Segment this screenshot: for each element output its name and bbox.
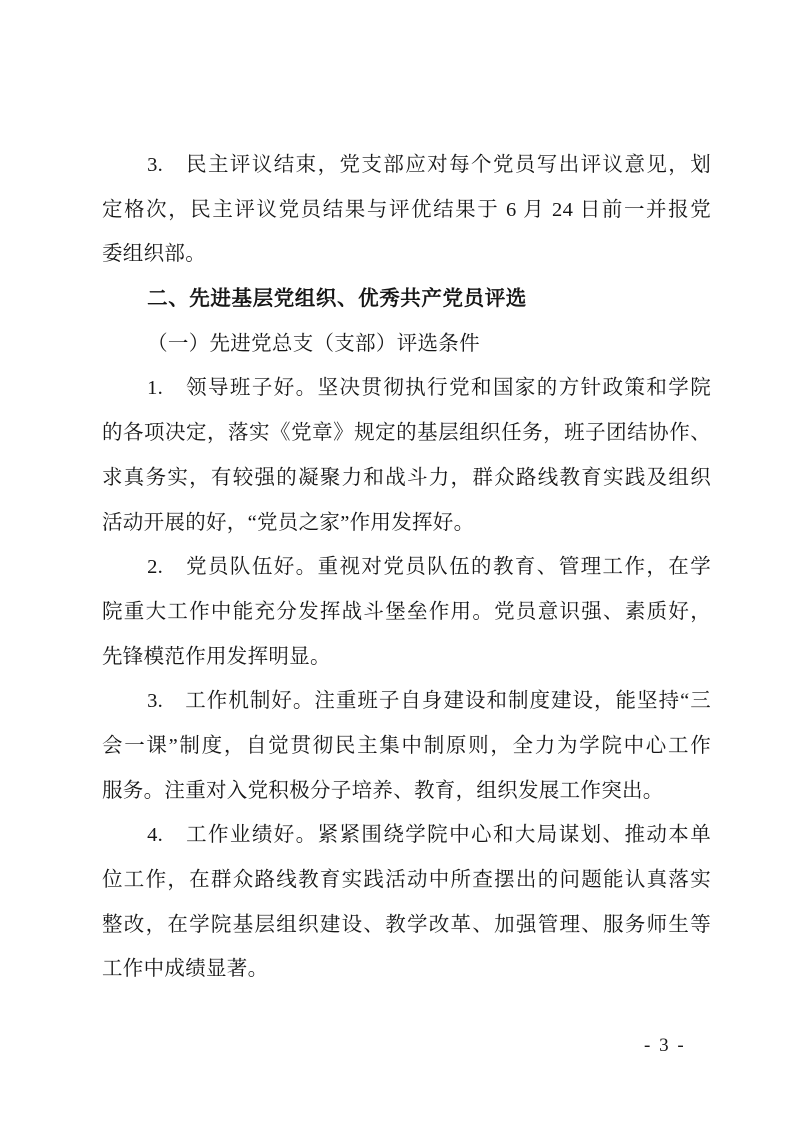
document-body (102, 143, 711, 992)
page-number: - 3 - (644, 1035, 686, 1056)
text-line: 求真务实，有较强的凝聚力和战斗力，群众路线教育实践及组织 (102, 466, 711, 489)
text-line: 院重大工作中能充分发挥战斗堡垒作用。党员意识强、素质好， (102, 600, 711, 623)
text-line: （一）先进党总支（支部）评选条件 (147, 332, 480, 355)
text-line: 1. 领导班子好。坚决贯彻执行党和国家的方针政策和学院 (147, 377, 711, 400)
text-line: 定格次，民主评议党员结果与评优结果于 6 月 24 日前一并报党 (102, 198, 711, 221)
text-line: 位工作，在群众路线教育实践活动中所查摆出的问题能认真落实 (102, 869, 711, 891)
text-line: 会一课”制度，自觉贯彻民主集中制原则，全力为学院中心工作 (102, 734, 711, 757)
text-line: 工作中成绩显著。 (102, 958, 269, 981)
text-line: 3. 工作机制好。注重班子自身建设和制度建设，能坚持“三 (147, 690, 711, 713)
text-line: 整改，在学院基层组织建设、教学改革、加强管理、服务师生等 (102, 913, 711, 936)
text-line: 先锋模范作用发挥明显。 (102, 645, 331, 668)
text-line: 的各项决定，落实《党章》规定的基层组织任务，班子团结协作、 (102, 422, 711, 445)
text-line: 4. 工作业绩好。紧紧围绕学院中心和大局谋划、推动本单 (147, 824, 711, 847)
section-heading: 二、先进基层党组织、优秀共产党员评选 (147, 287, 527, 311)
text-line: 服务。注重对入党积极分子培养、教育，组织发展工作突出。 (102, 779, 664, 802)
text-line: 活动开展的好，“党员之家”作用发挥好。 (102, 511, 475, 534)
text-line: 3. 民主评议结束，党支部应对每个党员写出评议意见，划 (147, 154, 711, 176)
text-line: 2. 党员队伍好。重视对党员队伍的教育、管理工作，在学 (147, 556, 711, 579)
text-line: 委组织部。 (102, 243, 206, 266)
